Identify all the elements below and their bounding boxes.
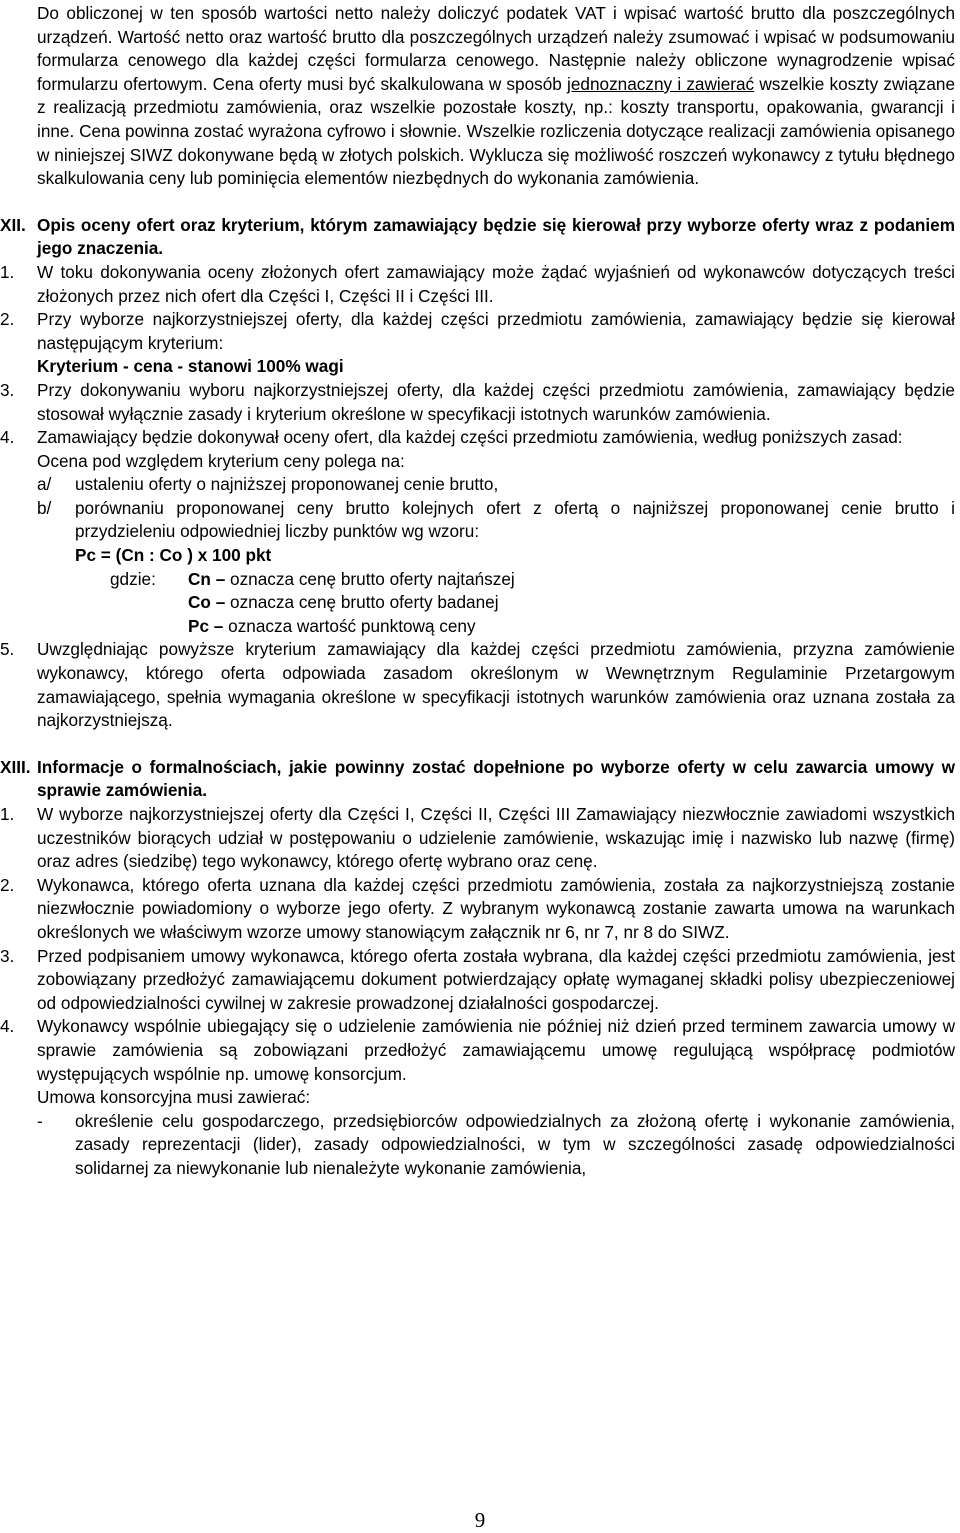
list-item-subtext: Ocena pod względem kryterium ceny polega na: xyxy=(37,450,405,471)
list-item-subtext: Umowa konsorcyjna musi zawierać: xyxy=(37,1087,311,1108)
list-item xyxy=(0,638,955,732)
list-item-number: 3. xyxy=(0,379,15,400)
intro-paragraph xyxy=(37,2,955,191)
page-number: 9 xyxy=(474,1508,486,1532)
legend-dash: – xyxy=(210,568,231,589)
section-xiii xyxy=(0,756,955,1181)
list-item-text: Zamawiający będzie dokonywał oceny ofert, dla każdej części przedmiotu zamówienia, według poniższych zasad: xyxy=(37,427,903,448)
list-item-number: 1. xyxy=(0,804,15,824)
sub-item-text: porównaniu proponowanej ceny brutto kolejnych ofert z ofertą o najniższej proponowanej cenie brutto i przydzieleniu odpowiedniej liczby punktów wg wzoru: xyxy=(75,497,955,542)
list-item xyxy=(0,874,955,945)
sub-item-b xyxy=(37,497,955,544)
list-item-text: Przed podpisaniem umowy wykonawca, którego oferta została wybrana, dla każdej części przedmiotu zamówienia, jest zobowiązany przedłożyć zamawiającemu dokument potwierdzający opłatę wymaganej składki polisy ubezpieczeniowej od odpowiedzialności cywilnej w zakresie prowadzonej działalności gospodarczej. xyxy=(37,945,955,1013)
list-item-number: 3. xyxy=(0,945,15,966)
list-item-text: Przy wyborze najkorzystniejszej oferty, dla każdej części przedmiotu zamówienia, zamawiający będzie się kierował następującym kryterium: xyxy=(37,309,955,353)
intro-text: Do obliczonej w ten sposób wartości netto należy doliczyć podatek VAT i wpisać wartość brutto dla poszczególnych urządzeń. Wartość netto oraz wartość brutto dla poszczególnych urządzeń należy zsumować i wpisać w podsumowaniu formularza cenowego dla każdej części formularza cenowego. Następnie należy obliczone wynagrodzenie wpisać formularzu ofertowym. Cena oferty musi być skalkulowana w sposób xyxy=(37,3,955,94)
section-title: Informacje o formalnościach, jakie powinny zostać dopełnione po wyborze oferty w celu zawarcia umowy w sprawie zamówienia. xyxy=(37,756,955,801)
formula-legend-row xyxy=(37,591,955,615)
list-item-number: 4. xyxy=(0,1016,15,1037)
criterion-statement: Kryterium - cena - stanowi 100% wagi xyxy=(37,356,344,377)
legend-dash: – xyxy=(209,615,229,636)
formula-legend-intro: gdzie: xyxy=(110,568,156,589)
section-number: XIII. xyxy=(0,756,31,777)
sub-item-label: b/ xyxy=(37,497,52,518)
intro-underlined-text: jednoznaczny i zawierać xyxy=(567,73,755,94)
section-xii xyxy=(0,214,955,733)
formula-legend-row xyxy=(37,615,955,639)
list-item xyxy=(0,803,955,874)
section-xii-heading xyxy=(0,214,955,261)
list-item-text: Uwzględniając powyższe kryterium zamawiający dla każdej części przedmiotu zamówienia, przyzna zamówienie wykonawcy, którego oferta odpowiada zasadom określonym w Wewnętrznym Regulaminie Przetargowym zamawiającego, spełnia wymagania określone w specyfikacji istotnych warunków zamówienia oraz uznana została za najkorzystniejszą. xyxy=(37,639,955,731)
list-item xyxy=(0,1015,955,1180)
sub-item-a xyxy=(37,473,955,497)
list-item xyxy=(0,308,955,379)
list-item xyxy=(0,261,955,308)
list-item-number: 2. xyxy=(0,874,15,895)
list-item-number: 5. xyxy=(0,639,15,660)
legend-text: oznacza cenę brutto oferty badanej xyxy=(230,592,499,613)
list-item-text: W toku dokonywania oceny złożonych ofert zamawiający może żądać wyjaśnień od wykonawców dotyczących treści złożonych przez nich ofert dla Części I, Części II i Części III. xyxy=(37,261,955,306)
intro-text-rest: wszelkie koszty związane z realizacją przedmiotu zamówienia, oraz wszelkie pozostałe koszty, np.: koszty transportu, opakowania, gwarancji i inne. Cena powinna zostać wyrażona cyfrowo i słownie. Wszelkie rozliczenia dotyczące realizacji zamówienia opisanego w niniejszej SIWZ dokonywane będą w złotych polskich. Wyklucza się możliwość roszczeń wykonawcy z tytułu błędnego skalkulowania ceny lub pominięcia elementów niezbędnych do wykonania zamówienia. xyxy=(37,73,956,189)
list-item-number: 4. xyxy=(0,427,15,448)
legend-text: oznacza cenę brutto oferty najtańszej xyxy=(230,568,515,589)
sub-item-label: a/ xyxy=(37,474,52,495)
list-item xyxy=(0,379,955,426)
dash-bullet: - xyxy=(37,1110,43,1131)
section-title: Opis oceny ofert oraz kryterium, którym zamawiający będzie się kierował przy wyborze oferty wraz z podaniem jego znaczenia. xyxy=(37,214,955,259)
section-number: XII. xyxy=(0,214,26,235)
list-item-text: Przy dokonywaniu wyboru najkorzystniejszej oferty, dla każdej części przedmiotu zamówienia, zamawiający będzie stosował wyłącznie zasady i kryterium określone w specyfikacji istotnych warunków zamówienia. xyxy=(37,379,955,424)
legend-dash: – xyxy=(210,592,231,613)
legend-symbol: Pc xyxy=(188,615,210,636)
formula: Pc = (Cn : Co ) x 100 pkt xyxy=(75,545,272,566)
list-item-text: Wykonawca, którego oferta uznana dla każdej części przedmiotu zamówienia, została za najkorzystniejszą zostanie niezwłocznie powiadomiony o wyborze jego oferty. Z wybranym wykonawcą zostanie zawarta umowa na warunkach określonych we właściwym wzorze umowy stanowiącym załącznik nr 6, nr 7, nr 8 do SIWZ. xyxy=(37,874,955,942)
dash-item-text: określenie celu gospodarczego, przedsiębiorców odpowiedzialnych za złożoną ofertę i wykonanie zamówienia, zasady reprezentacji (lider), zasady odpowiedzialności, w tym w szczególności zasadę odpowiedzialności solidarnej za niewykonanie lub nienależyte wykonanie zamówienia, xyxy=(75,1110,955,1178)
list-item xyxy=(0,945,955,1016)
section-xiii-heading xyxy=(0,756,955,803)
list-item-text: Wykonawcy wspólnie ubiegający się o udzielenie zamówienia nie później niż dzień przed terminem zawarcia umowy w sprawie zamówienia są zobowiązani przedłożyć zamawiającemu umowę regulującą współpracę podmiotów występujących wspólnie np. umowę konsorcjum. xyxy=(37,1016,955,1084)
list-item-number: 1. xyxy=(0,261,15,282)
dash-list-item xyxy=(37,1110,955,1181)
list-item xyxy=(0,426,955,638)
formula-legend-row xyxy=(37,568,955,592)
legend-text: oznacza wartość punktową ceny xyxy=(228,615,476,636)
list-item-number: 2. xyxy=(0,309,15,330)
legend-symbol: Cn xyxy=(188,568,211,589)
list-item-text: W wyborze najkorzystniejszej oferty dla Części I, Części II, Części III Zamawiający niezwłocznie zawiadomi wszystkich uczestników biorących udział w postępowaniu o udzielenie zamówienie, wskazując imię i nazwisko lub nazwę (firmę) oraz adres (siedzibę) tego wykonawcy, którego ofertę wybrano oraz cenę. xyxy=(37,804,955,872)
sub-item-text: ustaleniu oferty o najniższej proponowanej cenie brutto, xyxy=(75,474,499,495)
legend-symbol: Co xyxy=(188,592,211,613)
